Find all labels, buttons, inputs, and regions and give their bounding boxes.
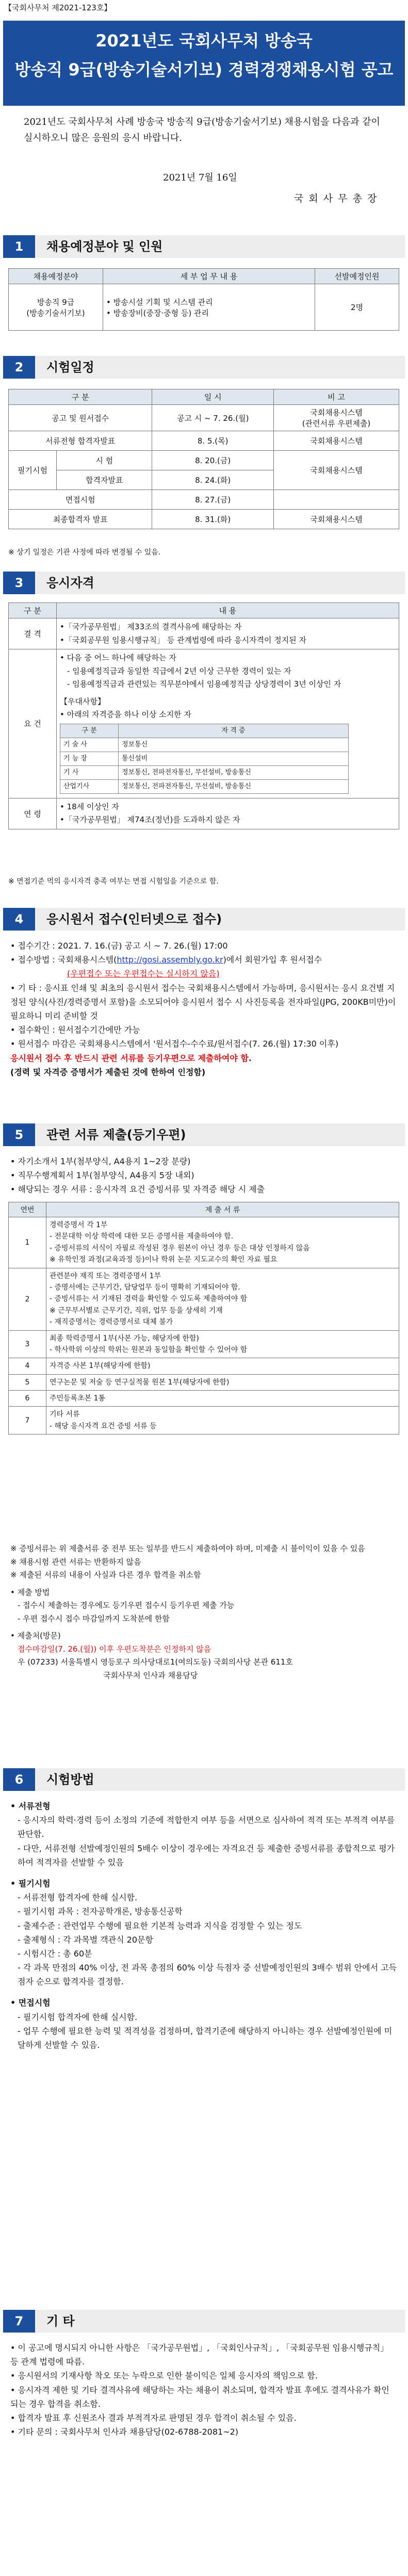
schedule-note [274, 490, 399, 510]
exam-heading: • 면접시험 [10, 1998, 51, 2008]
apply-doc-note: (경력 및 자격증 증명서가 제출된 것에 한하여 인정함) [10, 1067, 206, 1077]
misc-line: • 합격자 발표 후 신원조사 결과 부적격자로 판명된 경우 합격이 취소될 수 있음. [10, 2412, 297, 2423]
doc-desc: 연구논문 및 저술 등 연구실적물 원본 1부(해당자에 한함) [46, 1374, 399, 1390]
th-tasks: 세 부 업 무 내 용 [103, 269, 315, 284]
elig-sub: 【우대사항】 [60, 696, 105, 706]
exam-method-block [10, 1799, 397, 2052]
section-3-header [3, 572, 405, 594]
exam-line: - 업무 수행에 필요한 능력 및 적격성을 검정하며, 합격기준에 해당하지 아니하는 경우 선발예정인원에 미달하게 선발할 수 있음. [18, 2026, 393, 2050]
doc-desc: 기타 서류 - 해당 응시자격 요건 증빙 서류 등 [46, 1407, 399, 1434]
issuer: 국 회 사 무 총 장 [294, 193, 378, 204]
th-type: 구 분 [9, 603, 57, 618]
send-line: - 접수시 제출하는 경우에도 등기우편 접수시 등기우편 제출 가능 [18, 1601, 235, 1610]
apply-link[interactable]: http://gosi.assembly.go.kr [117, 955, 223, 965]
section-7-header [3, 2310, 405, 2333]
send-label: • 제출 방법 [10, 1587, 50, 1597]
recruit-table [8, 268, 399, 331]
apply-period: • 접수기간 : 2021. 7. 16.(금) 공고 시 ~ 7. 26.(월) 17:00 [10, 941, 228, 951]
th-no: 연번 [9, 1202, 46, 1217]
lic-name: 통신설비 [119, 752, 349, 765]
lic-type: 기 능 장 [60, 752, 119, 765]
th-note: 비 고 [274, 389, 399, 405]
section-1-header [3, 235, 405, 258]
doc-item: • 자기소개서 1부(첨부양식, A4용지 1~2장 분량) [10, 1156, 191, 1166]
exam-line: - 응시자의 학력·경력 등이 소정의 기준에 적합한지 여부 등을 서면으로 심사하여 적격 또는 부적격 여부를 판단함. [18, 1815, 395, 1839]
elig-label: 요 건 [9, 649, 57, 798]
docs-intro [10, 1154, 397, 1197]
th-field: 채용예정분야 [9, 269, 103, 284]
misc-line: • 기타 문의 : 국회사무처 인사과 채용담당(02-6788-2081~2) [10, 2427, 239, 2437]
schedule-item: 면접시험 [9, 490, 152, 510]
schedule-subitem: 시 험 [57, 451, 152, 470]
schedule-item: 필기시험 [9, 451, 57, 490]
address-2: 국회사무처 인사과 채용담당 [103, 1670, 198, 1680]
apply-warning: (우편접수 또는 우편접수는 실시하지 않음) [67, 969, 220, 979]
apply-etc: • 기 타 : 응시표 인쇄 및 최초의 응시원서 접수는 국회채용시스템에서 가능하며, 응시원서는 응시 요건별 지정된 양식(사진/경력증명서 포함)을 소모되어야 응시원서 접수 시 사진등록을 전자파일(JPG, 200KB미만)이 필요하니 미리 준비할 것 [10, 983, 396, 1021]
elig-line: •「국회공무원 임용시행규칙」 등 관계법령에 따라 응시자격이 정지된 자 [60, 635, 306, 645]
misc-line: • 응시원서의 기재사항 착오 또는 누락으로 인한 불이익은 일체 응시자의 책임으로 함. [10, 2371, 318, 2381]
exam-line: - 필기시험 합격자에 한해 실시함. [18, 2012, 138, 2022]
section-title: 관련 서류 제출(등기우편) [46, 1128, 186, 1142]
th-type: 구 분 [9, 389, 152, 405]
application-block [10, 939, 397, 1079]
apply-method: • 접수방법 : 국회채용시스템(http://gosi.assembly.go.kr)에서 회원가입 후 원서접수 [10, 955, 322, 965]
title-line-2: 방송직 9급(방송기술서기보) 경력경쟁채용시험 공고 [14, 60, 394, 79]
doc-no: 4 [9, 1358, 46, 1374]
doc-desc: 주민등록초본 1통 [46, 1391, 399, 1407]
doc-note: ※ 증빙서류는 위 제출서류 중 전부 또는 일부를 반드시 제출하여야 하며, 미제출 시 불이익이 있을 수 있음 [10, 1544, 365, 1553]
eligibility-note: ※ 면접기준 먹의 응시자격 충족 여부는 면접 시험일을 기준으로 함. [8, 877, 219, 886]
recruit-tasks: • 방송시설 기획 및 시스템 관리 • 방송장비(중장·중형 등) 관리 [103, 284, 315, 331]
section-title: 시험방법 [46, 1772, 94, 1787]
section-5-header [3, 1123, 405, 1146]
lic-type: 산업기사 [60, 779, 119, 793]
misc-line: • 응시자격 제한 및 기타 결격사유에 해당하는 자는 채용이 취소되며, 합격자 발표 후에도 결격사유가 확인되는 경우 합격을 취소함. [10, 2385, 389, 2409]
section-number: 3 [3, 572, 35, 594]
section-4-header [3, 908, 405, 931]
elig-line: •「국가공무원법」 제33조의 결격사유에 해당하는 자 [60, 622, 242, 631]
section-2-header [3, 356, 405, 379]
apply-confirm: • 접수확인 : 원서접수기간에만 가능 [10, 1025, 140, 1035]
section-number: 4 [3, 908, 35, 931]
section-title: 응시자격 [46, 576, 94, 590]
th-date: 일 시 [152, 389, 274, 405]
th-count: 선발예정인원 [315, 269, 399, 284]
doc-no: 2 [9, 1268, 46, 1330]
doc-note: ※ 채용시험 관련 서류는 반환하지 않음 [10, 1557, 141, 1567]
section-number: 6 [3, 1768, 35, 1791]
schedule-item: 최종합격자 발표 [9, 510, 152, 529]
doc-desc: 관련분야 재직 또는 경력증명서 1부 - 증명서에는 근무기간, 담당업무 등이 명확히 기재되어야 함. - 증빙서류는 서 기재된 경력을 확인할 수 있도록 제출하여야 함 ※ 근무부서별로 근무기간, 직위, 업무 등을 상세히 기재 - 재직증명서는 경력증명서로 대체 불가 [46, 1268, 399, 1330]
schedule-note: 국회채용시스템 [274, 431, 399, 451]
exam-line: - 시험시간 : 총 60분 [18, 1948, 92, 1959]
doc-no: 3 [9, 1330, 46, 1358]
address: 우 (07233) 서울특별시 영등포구 의사당대로1(여의도동) 국회의사당 본관 611호 [18, 1657, 293, 1667]
title-banner [3, 21, 405, 106]
doc-no: 1 [9, 1217, 46, 1268]
section-number: 5 [3, 1123, 35, 1146]
recruit-field: 방송직 9급 (방송기술서기보) [9, 284, 103, 331]
lic-name: 정보통신, 전파전자통신, 무선설비, 방송통신 [119, 765, 349, 779]
license-table [60, 724, 349, 794]
docs-notes [10, 1542, 397, 1682]
exam-line: - 서류전형 합격자에 한해 실시함. [18, 1893, 138, 1903]
send-line: - 우편 접수시 접수 마감일까지 도착분에 한함 [18, 1613, 170, 1623]
section-number: 2 [3, 356, 35, 379]
exam-line: - 다만, 서류전형 선발예정인원의 5배수 이상이 경우에는 자격요건 등 제출한 증빙서류를 종합적으로 평가하여 적격자를 선발할 수 있음 [18, 1843, 395, 1867]
address-warning: 접수마감일(7. 26.(월)) 이후 우편도착분은 인정하지 않음 [18, 1644, 211, 1654]
exam-line: - 출제수준 : 관련업무 수행에 필요한 기본적 능력과 지식을 검정할 수 있는 정도 [18, 1920, 302, 1931]
schedule-date: 8. 20.(금) [152, 451, 274, 470]
exam-heading: • 필기시험 [10, 1878, 51, 1888]
apply-required-docs: 응시원서 접수 후 반드시 관련 서류를 등기우편으로 제출하여야 함. [10, 1053, 252, 1063]
schedule-date: 8. 27.(금) [152, 490, 274, 510]
schedule-item: 공고 및 원서접수 [9, 405, 152, 431]
exam-line: - 필기시험 과목 : 전자공학개론, 방송통신공학 [18, 1906, 183, 1917]
th-lic-name: 자 격 증 [119, 724, 349, 738]
doc-item: • 해당되는 경우 서류 : 응시자격 요건 증빙서류 및 자격증 해당 시 제출 [10, 1184, 265, 1195]
lic-type: 기 술 사 [60, 738, 119, 752]
elig-line: - 임용예정직급과 관련있는 직무분야에서 임용예정직급 상당경력이 3년 이상인 자 [67, 679, 341, 689]
notice-date: 2021년 7월 16일 [163, 172, 237, 183]
doc-no: 5 [9, 1374, 46, 1390]
elig-sub2: • 아래의 자격증을 하나 이상 소지한 자 [60, 710, 191, 719]
section-number: 1 [3, 235, 35, 258]
title-line-1: 2021년도 국회사무처 방송국 [95, 31, 313, 51]
doc-note: ※ 제출된 서류의 내용이 사실과 다른 경우 합격을 취소함 [10, 1570, 201, 1579]
elig-line: •「국가공무원법」 제74조(정년)를 도과하지 않은 자 [60, 815, 240, 825]
docs-table [8, 1202, 399, 1434]
elig-label: 연 령 [9, 798, 57, 829]
eligibility-table [8, 602, 399, 829]
schedule-date: 8. 31.(화) [152, 510, 274, 529]
section-title: 기 타 [46, 2314, 75, 2328]
exam-line: - 각 과목 만점의 40% 이상, 전 과목 총점의 60% 이상 득점자 중 선발예정인원의 3배수 범위 안에서 고득점자 순으로 합격자를 결정함. [18, 1963, 397, 1987]
schedule-subitem: 합격자발표 [57, 470, 152, 490]
notice-number: 【국회사무처 제2021-123호】 [4, 3, 112, 12]
th-lic-type: 구 분 [60, 724, 119, 738]
section-title: 응시원서 접수(인터넷으로 접수) [46, 912, 222, 926]
elig-line: • 18세 이상인 자 [60, 802, 119, 811]
schedule-date: 공고 시 ~ 7. 26.(월) [152, 405, 274, 431]
doc-desc: 최종 학력증명서 1부(사본 가능, 해당자에 한함) - 학사학위 이상의 학위는 원본과 동일함을 확인할 수 있어야 함 [46, 1330, 399, 1358]
schedule-note-text: ※ 상기 일정은 기관 사정에 따라 변경될 수 있음. [8, 548, 161, 557]
doc-no: 6 [9, 1391, 46, 1407]
elig-line: • 다음 중 어느 하나에 해당하는 자 [60, 653, 176, 662]
misc-line: • 이 공고에 명시되지 아니한 사항은 「국가공무원법」, 「국회인사규칙」, 「국회공무원 임용시행규칙」 등 관계 법령에 따름. [10, 2343, 389, 2367]
section-6-header [3, 1768, 405, 1791]
section-title: 채용예정분야 및 인원 [46, 239, 163, 254]
schedule-table [8, 389, 399, 529]
th-docs: 제 출 서 류 [46, 1202, 399, 1217]
section-number: 7 [3, 2310, 35, 2333]
doc-desc: 경력증명서 각 1부 - 전문대학 이상 학력에 대한 모든 증명서를 제출하여야 함. - 증빙서류의 서식이 자필로 작성된 경우 원본이 아닌 경우 등은 대상 인정하지 않음 ※ 유학인정 과정(교육과정 등)이나 학위 논문 지도교수의 확인 자료 필요 [46, 1217, 399, 1268]
recruit-count: 2명 [315, 284, 399, 331]
lic-type: 기 사 [60, 765, 119, 779]
doc-no: 7 [9, 1407, 46, 1434]
intro-text: 2021년도 국회사무처 사례 방송국 방송직 9급(방송기술서기보) 채용시험을 다음과 같이 실시하오니 많은 응원의 응시 바랍니다. [24, 117, 380, 143]
exam-heading: • 서류전형 [10, 1801, 51, 1811]
schedule-date: 8. 5.(목) [152, 431, 274, 451]
section-title: 시험일정 [46, 360, 94, 374]
address-label: • 제출처(방문) [10, 1631, 61, 1640]
schedule-note: 국회채용시스템 [274, 451, 399, 490]
schedule-note: 국회채용시스템 [274, 510, 399, 529]
exam-line: - 출제형식 : 각 과목별 객관식 20문항 [18, 1934, 153, 1945]
apply-deadline: • 원서접수 마감은 국회채용시스템에서 '원서접수-수수료/원서접수(7. 26.(월) 17:30 이후) [10, 1039, 339, 1049]
elig-line: - 임용예정직급과 동일한 직급에서 2년 이상 근무한 경력이 있는 자 [67, 666, 291, 676]
schedule-item: 서류전형 합격자발표 [9, 431, 152, 451]
th-content: 내 용 [57, 603, 399, 618]
schedule-note: 국회채용시스템 (관련서류 우편제출) [274, 405, 399, 431]
lic-name: 정보통신, 전파전자통신, 무선설비, 방송통신 [119, 779, 349, 793]
doc-item: • 직무수행계획서 1부(첨부양식, A4용지 5장 내외) [10, 1170, 194, 1181]
misc-block [10, 2341, 397, 2439]
doc-desc: 자격증 사본 1부(해당자에 한함) [46, 1358, 399, 1374]
elig-label: 결 격 [9, 618, 57, 649]
lic-name: 정보통신 [119, 738, 349, 752]
schedule-date: 8. 24.(화) [152, 470, 274, 490]
